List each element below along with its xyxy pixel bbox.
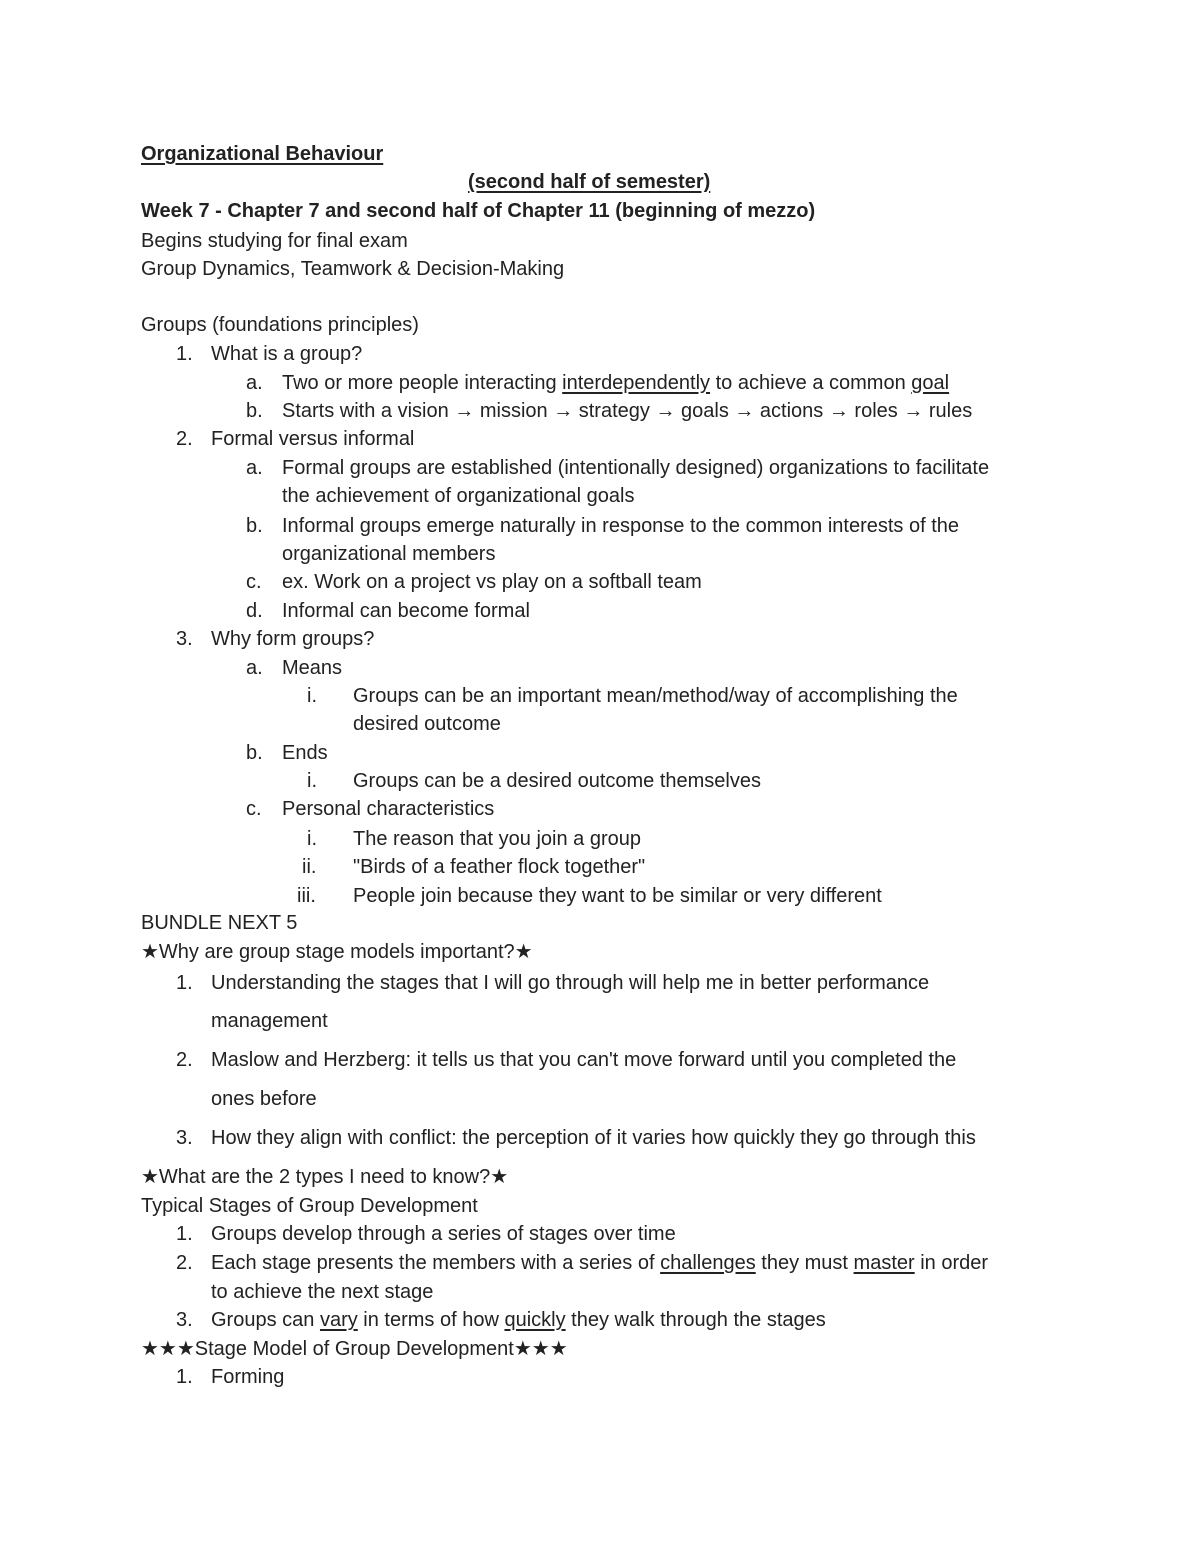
week-heading: Week 7 - Chapter 7 and second half of Chapter 11 (beginning of mezzo)	[141, 200, 816, 222]
typical-stages-heading: Typical Stages of Group Development	[141, 1195, 478, 1217]
list-text: Formal groups are established (intentionally designed) organizations to facilitate	[282, 457, 990, 479]
bundle-label: BUNDLE NEXT 5	[141, 912, 298, 934]
types-question: ★What are the 2 types I need to know?★	[141, 1166, 509, 1188]
intro-line-2: Group Dynamics, Teamwork & Decision-Making	[141, 258, 565, 280]
list-text: "Birds of a feather flock together"	[353, 856, 646, 878]
list-text	[282, 371, 949, 395]
list-text: People join because they want to be similar or very different	[353, 885, 882, 907]
list-text: Forming	[211, 1366, 285, 1388]
list-text: Ends	[282, 742, 328, 764]
list-marker: b.	[246, 400, 263, 422]
list-number: 2.	[176, 428, 193, 450]
list-marker: a.	[246, 457, 263, 479]
list-text-continued: to achieve the next stage	[211, 1281, 434, 1303]
list-text: Informal can become formal	[282, 600, 530, 622]
list-text: Maslow and Herzberg: it tells us that you can't move forward until you completed the	[211, 1049, 957, 1071]
list-text: How they align with conflict: the perception of it varies how quickly they go through this	[211, 1127, 976, 1149]
text-segment: they must	[755, 1252, 854, 1274]
list-number: 1.	[176, 972, 193, 994]
list-text-continued: desired outcome	[353, 713, 501, 735]
list-marker: b.	[246, 742, 263, 764]
stage-model-heading: ★★★Stage Model of Group Development★★★	[141, 1338, 568, 1360]
list-text: Groups can be a desired outcome themselves	[353, 770, 761, 792]
text-segment: Groups can	[211, 1309, 320, 1331]
groups-heading: Groups (foundations principles)	[141, 314, 419, 336]
list-text: What is a group?	[211, 343, 363, 365]
list-marker: a.	[246, 657, 263, 679]
list-text: Groups can be an important mean/method/way of accomplishing the	[353, 685, 958, 707]
underlined-term: interdependently	[562, 372, 711, 394]
underlined-term: vary	[319, 1309, 358, 1331]
list-marker: b.	[246, 515, 263, 537]
list-marker: i.	[307, 828, 317, 850]
list-text-continued: management	[211, 1010, 328, 1032]
list-text-continued: organizational members	[282, 543, 496, 565]
list-text	[211, 1251, 988, 1275]
doc-title-text: Organizational Behaviour	[141, 143, 384, 165]
list-marker: c.	[246, 798, 262, 820]
list-marker: d.	[246, 600, 263, 622]
list-number: 2.	[176, 1049, 193, 1071]
list-text	[211, 1308, 826, 1332]
list-text: ex. Work on a project vs play on a softball team	[282, 571, 702, 593]
list-marker: i.	[307, 685, 317, 707]
text-segment: Two or more people interacting	[282, 372, 563, 394]
list-number: 1.	[176, 343, 193, 365]
text-segment: in terms of how	[357, 1309, 505, 1331]
list-text: Personal characteristics	[282, 798, 495, 820]
list-number: 3.	[176, 1127, 193, 1149]
list-text: Why form groups?	[211, 628, 375, 650]
doc-subtitle	[468, 170, 710, 194]
bundle-question: ★Why are group stage models important?★	[141, 941, 533, 963]
list-marker: a.	[246, 372, 263, 394]
list-number: 1.	[176, 1223, 193, 1245]
doc-subtitle-text: (second half of semester)	[468, 171, 711, 193]
list-number: 1.	[176, 1366, 193, 1388]
list-marker: c.	[246, 571, 262, 593]
text-segment: to achieve a common	[710, 372, 912, 394]
list-text: Groups develop through a series of stages over time	[211, 1223, 676, 1245]
text-segment: they walk through the stages	[565, 1309, 826, 1331]
list-text: The reason that you join a group	[353, 828, 641, 850]
list-number: 3.	[176, 1309, 193, 1331]
underlined-term: master	[853, 1252, 915, 1274]
underlined-term: goal	[911, 372, 950, 394]
list-text: Means	[282, 657, 343, 679]
list-marker: iii.	[297, 885, 316, 907]
text-segment: in order	[914, 1252, 989, 1274]
list-text: Starts with a vision → mission → strategy → goals → actions → roles → rules	[282, 400, 973, 422]
underlined-term: quickly	[504, 1309, 566, 1331]
list-text-continued: ones before	[211, 1088, 317, 1110]
underlined-term: challenges	[660, 1252, 756, 1274]
list-number: 3.	[176, 628, 193, 650]
list-text: Formal versus informal	[211, 428, 415, 450]
list-number: 2.	[176, 1252, 193, 1274]
intro-line-1: Begins studying for final exam	[141, 230, 408, 252]
list-marker: i.	[307, 770, 317, 792]
text-segment: Each stage presents the members with a series of	[211, 1252, 661, 1274]
list-text: Informal groups emerge naturally in response to the common interests of the	[282, 515, 960, 537]
doc-title	[141, 142, 383, 166]
list-text: Understanding the stages that I will go through will help me in better performance	[211, 972, 930, 994]
list-marker: ii.	[302, 856, 317, 878]
list-text-continued: the achievement of organizational goals	[282, 485, 635, 507]
